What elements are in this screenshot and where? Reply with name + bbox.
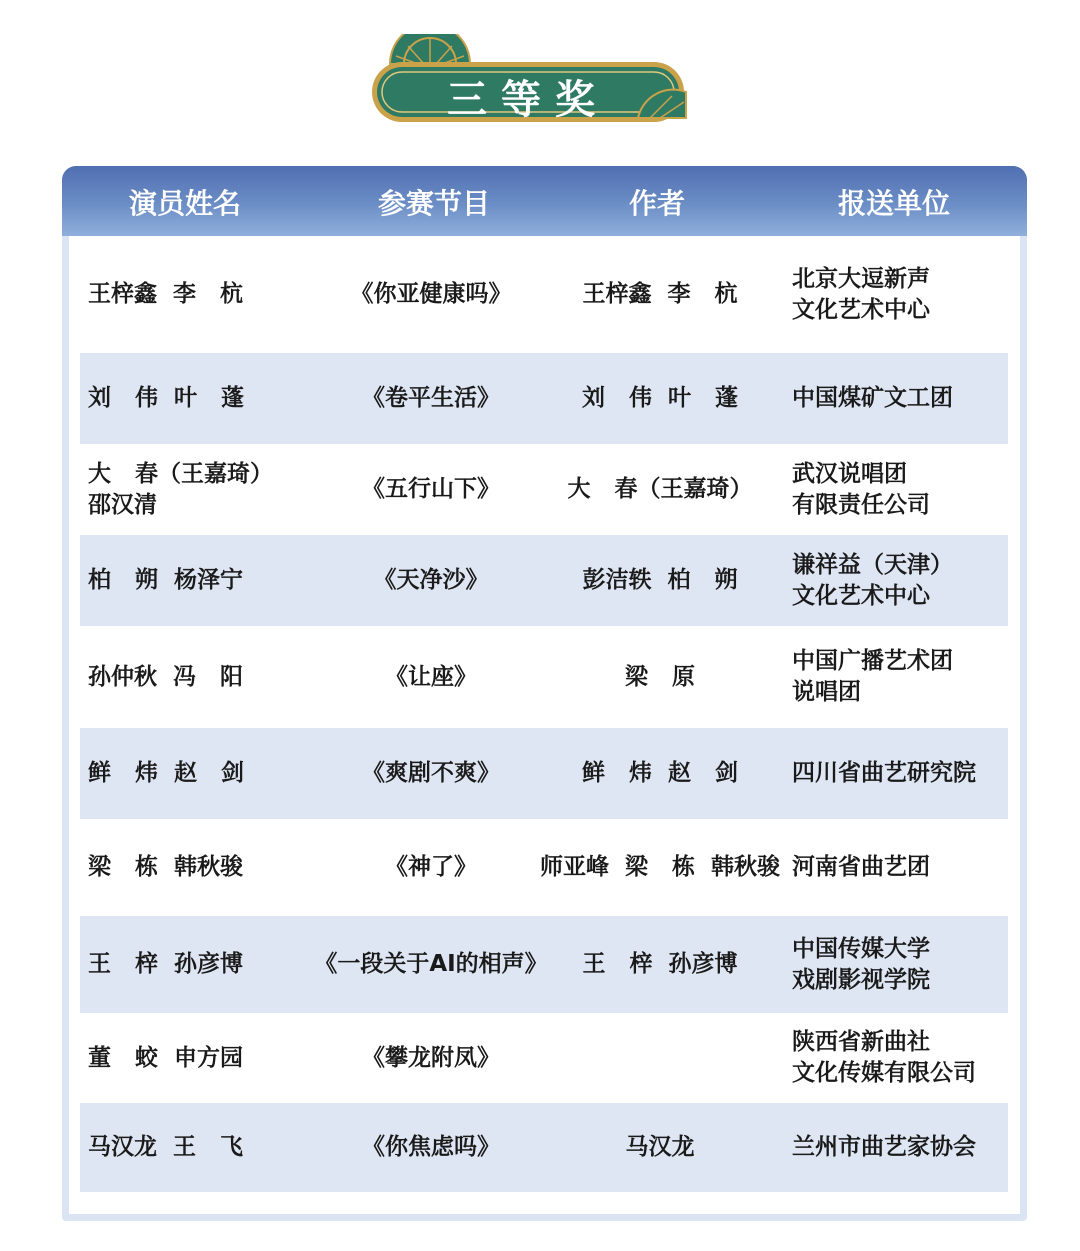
table-row (80, 728, 1008, 819)
header-performers: 演员姓名 (128, 187, 241, 220)
performer-line: 鲜 炜 赵 剑 (88, 760, 245, 786)
unit-line: 河南省曲艺团 (792, 854, 930, 880)
performers-cell (88, 626, 318, 728)
performers-cell (88, 1013, 318, 1103)
award-title: 三等奖 (447, 77, 609, 123)
author-cell (526, 1013, 794, 1103)
performer-line: 王 梓 孙彦博 (88, 951, 244, 977)
table-row (80, 236, 1008, 353)
header-unit: 报送单位 (837, 187, 950, 220)
unit-cell (792, 819, 1008, 916)
award-table (62, 166, 1027, 1221)
unit-line: 文化艺术中心 (792, 582, 930, 609)
program-cell: 《神了》 (385, 854, 477, 880)
unit-cell (792, 1013, 1008, 1103)
unit-cell (792, 728, 1008, 819)
author-cell: 彭洁轶 柏 朔 (582, 567, 738, 593)
performer-line: 马汉龙 王 飞 (88, 1134, 244, 1160)
performer-line: 董 蛟 申方园 (88, 1044, 244, 1071)
table-body (69, 236, 1020, 1214)
unit-line: 陕西省新曲社 (792, 1029, 930, 1055)
unit-line: 说唱团 (792, 679, 861, 705)
unit-cell (792, 444, 1008, 535)
performers-cell (88, 1103, 318, 1192)
performer-line: 大 春（王嘉琦） (88, 460, 274, 487)
unit-line: 中国广播艺术团 (792, 648, 953, 674)
header-program: 参赛节目 (377, 187, 490, 220)
table-row (80, 535, 1008, 626)
author-cell: 梁 原 (624, 663, 696, 690)
performers-cell (88, 819, 318, 916)
table-header (62, 166, 1027, 236)
fan-ornament-left (390, 34, 470, 64)
unit-cell (792, 1103, 1008, 1192)
performers-cell (88, 916, 318, 1013)
program-cell: 《让座》 (385, 663, 477, 690)
author-cell: 王梓鑫 李 杭 (582, 281, 738, 307)
unit-line: 中国煤矿文工团 (792, 385, 953, 411)
performers-cell (88, 535, 318, 626)
unit-line: 文化传媒有限公司 (792, 1060, 976, 1086)
author-cell: 师亚峰 梁 栋 韩秋骏 (539, 854, 781, 880)
performer-line: 孙仲秋 冯 阳 (88, 663, 244, 690)
performers-cell (88, 236, 318, 353)
unit-cell (792, 626, 1008, 728)
performer-line: 刘 伟 叶 蓬 (88, 385, 245, 411)
unit-cell (792, 353, 1008, 444)
table-row (80, 819, 1008, 916)
unit-line: 中国传媒大学 (792, 935, 930, 962)
unit-line: 戏剧影视学院 (792, 966, 930, 993)
performer-line: 邵汉清 (88, 491, 157, 518)
program-cell: 《攀龙附凤》 (362, 1044, 500, 1071)
unit-line: 武汉说唱团 (792, 460, 907, 487)
author-cell: 大 春（王嘉琦） (567, 476, 753, 502)
unit-cell (792, 236, 1008, 353)
table-row (80, 1103, 1008, 1192)
unit-cell (792, 916, 1008, 1013)
performer-line: 柏 朔 杨泽宁 (88, 567, 244, 593)
unit-line: 兰州市曲艺家协会 (792, 1134, 976, 1160)
program-cell: 《你亚健康吗》 (350, 281, 512, 307)
program-cell: 《卷平生活》 (362, 385, 500, 411)
unit-cell (792, 535, 1008, 626)
table-row (80, 916, 1008, 1013)
header-author: 作者 (628, 187, 685, 220)
author-cell: 马汉龙 (625, 1134, 695, 1160)
table-row (80, 353, 1008, 444)
author-cell: 王 梓 孙彦博 (582, 951, 738, 977)
unit-line: 四川省曲艺研究院 (792, 760, 976, 786)
author-cell: 鲜 炜 赵 剑 (581, 760, 739, 786)
table-row (80, 626, 1008, 728)
program-cell: 《五行山下》 (362, 476, 500, 502)
performers-cell (88, 444, 318, 535)
performers-cell (88, 728, 318, 819)
unit-line: 谦祥益（天津） (792, 551, 953, 578)
unit-line: 有限责任公司 (792, 491, 930, 518)
unit-line: 文化艺术中心 (792, 296, 930, 323)
award-banner (368, 34, 688, 130)
program-cell: 《天净沙》 (373, 567, 489, 593)
table-row (80, 444, 1008, 535)
unit-line: 北京大逗新声 (792, 265, 930, 292)
table-row (80, 1013, 1008, 1103)
performers-cell (88, 353, 318, 444)
program-cell: 《爽剧不爽》 (362, 760, 500, 786)
author-cell: 刘 伟 叶 蓬 (581, 385, 739, 411)
performer-line: 王梓鑫 李 杭 (88, 281, 244, 307)
performer-line: 梁 栋 韩秋骏 (88, 854, 244, 880)
program-cell: 《一段关于AI的相声》 (314, 951, 548, 977)
program-cell: 《你焦虑吗》 (362, 1134, 500, 1160)
